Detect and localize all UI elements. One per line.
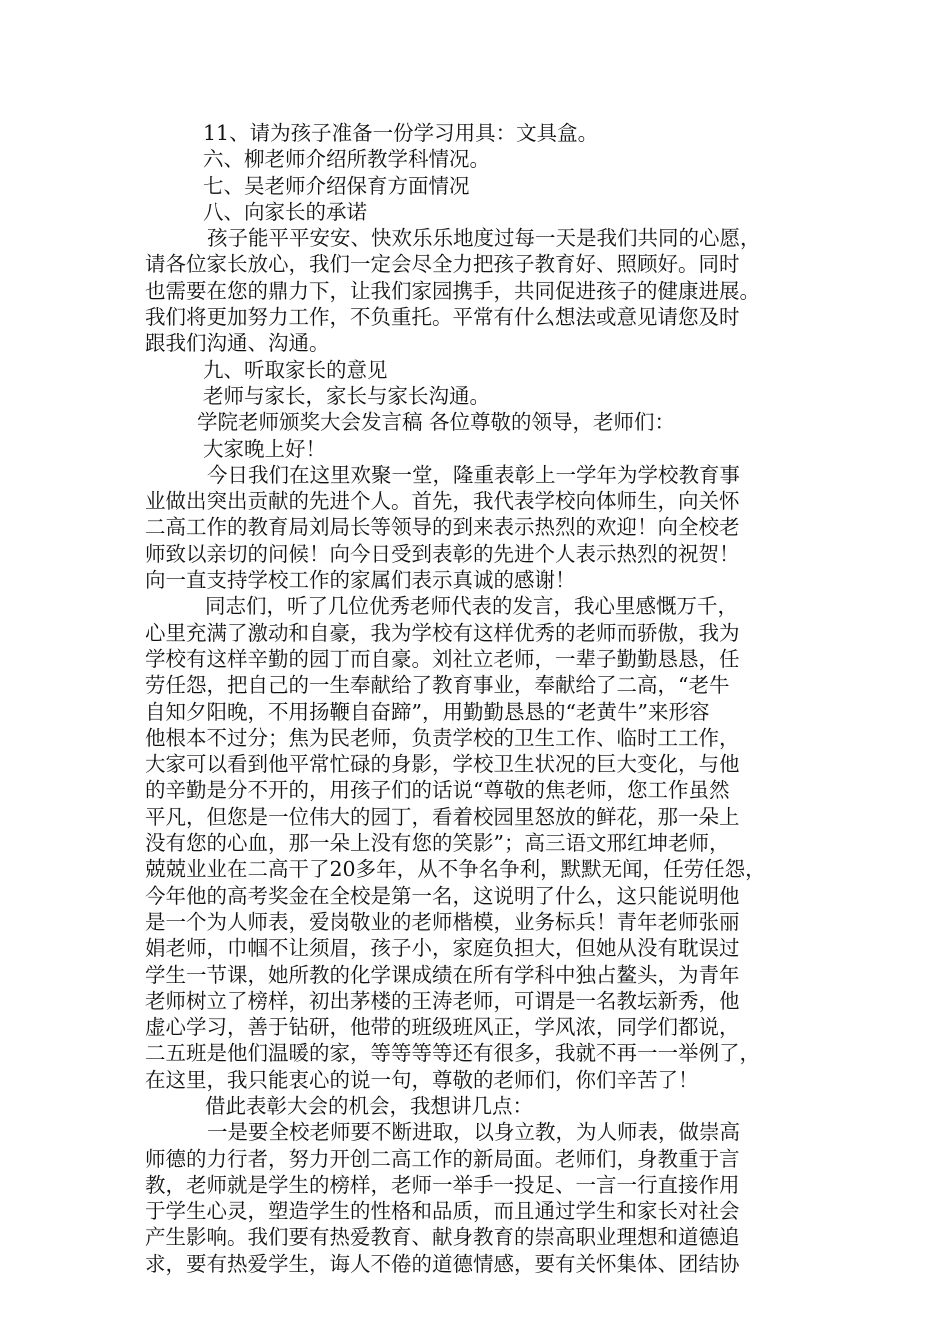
paragraph-line: 师致以亲切的问候！向今日受到表彰的先进个人表示热烈的祝贺！ <box>145 541 740 566</box>
paragraph-line: 孩子能平平安安、快欢乐乐地度过每一天是我们共同的心愿， <box>207 226 761 251</box>
paragraph-line: 老师树立了榜样，初出茅楼的王涛老师，可谓是一名教坛新秀，他 <box>145 988 740 1013</box>
paragraph-line: 的辛勤是分不开的，用孩子们的话说“尊敬的焦老师，您工作虽然 <box>145 778 730 803</box>
paragraph-line: 请各位家长放心，我们一定会尽全力把孩子教育好、照顾好。同时 <box>145 252 740 277</box>
paragraph-line: 虚心学习，善于钻研，他带的班级班风正，学风浓，同学们都说， <box>145 1015 740 1040</box>
paragraph-line: 二五班是他们温暖的家，等等等等还有很多，我就不再一一举例了， <box>145 1041 760 1066</box>
section-heading: 八、向家长的承诺 <box>203 199 367 224</box>
paragraph-line: 向一直支持学校工作的家属们表示真诚的感谢！ <box>145 568 576 593</box>
paragraph-line: 兢兢业业在二高干了20多年，从不争名争利，默默无闻，任劳任怨， <box>145 857 766 882</box>
paragraph-line: 自知夕阳晚，不用扬鞭自奋蹄”，用勤勤恳恳的“老黄牛”来形容 <box>145 699 710 724</box>
paragraph-line: 也需要在您的鼎力下，让我们家园携手，共同促进孩子的健康进展。 <box>145 278 760 303</box>
paragraph-line: 跟我们沟通、沟通。 <box>145 331 330 356</box>
paragraph-line: 一是要全校老师要不断进取，以身立教，为人师表，做崇高 <box>207 1120 740 1145</box>
paragraph-line: 借此表彰大会的机会，我想讲几点： <box>205 1093 533 1118</box>
paragraph-line: 心里充满了激动和自豪，我为学校有这样优秀的老师而骄傲，我为 <box>145 620 740 645</box>
paragraph-line: 我们将更加努力工作，不负重托。平常有什么想法或意见请您及时 <box>145 305 740 330</box>
paragraph-line: 同志们，听了几位优秀老师代表的发言，我心里感慨万千， <box>205 594 738 619</box>
paragraph-line: 在这里，我只能衷心的说一句，尊敬的老师们，你们辛苦了！ <box>145 1067 699 1092</box>
paragraph-line: 平凡，但您是一位伟大的园丁，看着校园里怒放的鲜花，那一朵上 <box>145 804 740 829</box>
paragraph-line: 教，老师就是学生的榜样，老师一举手一投足、一言一行直接作用 <box>145 1172 740 1197</box>
paragraph-line: 是一个为人师表，爱岗敬业的老师楷模，业务标兵！青年老师张丽 <box>145 909 740 934</box>
paragraph-line: 没有您的心血，那一朵上没有您的笑影”；高三语文邢红坤老师， <box>145 831 730 856</box>
section-heading: 九、听取家长的意见 <box>203 357 388 382</box>
section-heading: 七、吴老师介绍保育方面情况 <box>203 173 470 198</box>
paragraph-line: 学校有这样辛勤的园丁而自豪。刘社立老师，一辈子勤勤恳恳，任 <box>145 646 740 671</box>
paragraph-line: 业做出突出贡献的先进个人。首先，我代表学校向体师生，向关怀 <box>145 489 740 514</box>
paragraph-line: 产生影响。我们要有热爱教育、献身教育的崇高职业理想和道德追 <box>145 1225 740 1250</box>
paragraph-line: 师德的力行者，努力开创二高工作的新局面。老师们，身教重于言 <box>145 1146 740 1171</box>
paragraph-line: 学生一节课，她所教的化学课成绩在所有学科中独占鳌头，为青年 <box>145 962 740 987</box>
paragraph-line: 大家可以看到他平常忙碌的身影，学校卫生状况的巨大变化，与他 <box>145 752 740 777</box>
paragraph-line: 二高工作的教育局刘局长等领导的到来表示热烈的欢迎！向全校老 <box>145 515 740 540</box>
paragraph-line: 今日我们在这里欢聚一堂，隆重表彰上一学年为学校教育事 <box>207 462 740 487</box>
paragraph-line: 劳任怨，把自己的一生奉献给了教育事业，奉献给了二高，“老牛 <box>145 673 730 698</box>
greeting: 大家晚上好！ <box>203 436 326 461</box>
paragraph-line: 老师与家长，家长与家长沟通。 <box>203 383 490 408</box>
paragraph-line: 于学生心灵，塑造学生的性格和品质，而且通过学生和家长对社会 <box>145 1199 740 1224</box>
paragraph-line: 娟老师，巾帼不让须眉，孩子小，家庭负担大，但她从没有耽误过 <box>145 936 740 961</box>
paragraph-line: 求，要有热爱学生，诲人不倦的道德情感，要有关怀集体、团结协 <box>145 1251 740 1276</box>
speech-title: 学院老师颁奖大会发言稿 各位尊敬的领导，老师们： <box>197 410 676 435</box>
paragraph-line: 今年他的高考奖金在全校是第一名，这说明了什么，这只能说明他 <box>145 883 740 908</box>
list-item: 11、请为孩子准备一份学习用具：文具盒。 <box>203 121 599 145</box>
paragraph-line: 他根本不过分；焦为民老师，负责学校的卫生工作、临时工工作， <box>145 725 740 750</box>
section-heading: 六、柳老师介绍所教学科情况。 <box>203 147 490 172</box>
document-body <box>145 120 820 1277</box>
